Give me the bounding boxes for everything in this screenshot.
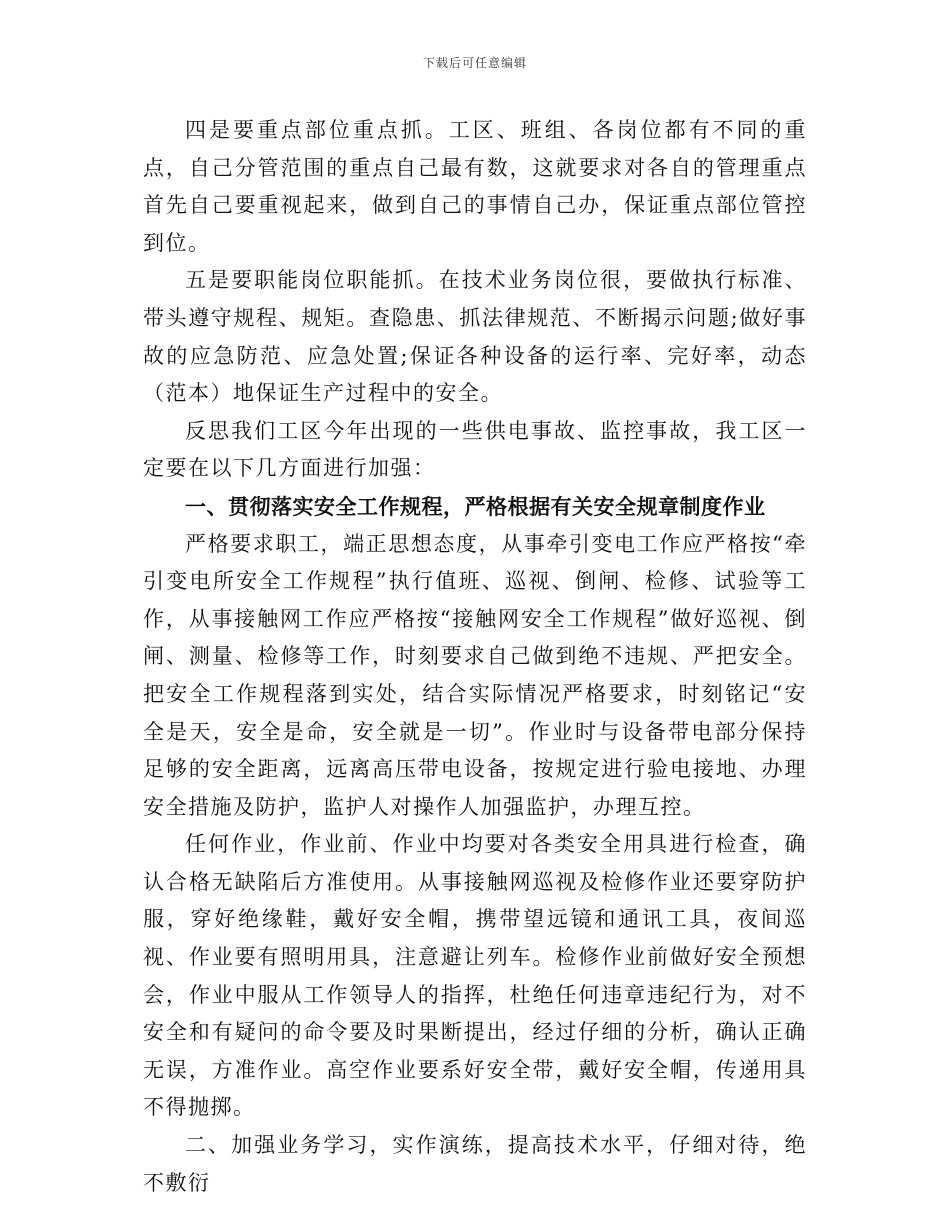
paragraph-reflection: 反思我们工区今年出现的一些供电事故、监控事故，我工区一定要在以下几方面进行加强：: [143, 418, 807, 481]
paragraph-functional-posts: 五是要职能岗位职能抓。在技术业务岗位很，要做执行标准、带头遵守规程、规矩。查隐患、抓法律规范、不断揭示问题;做好事故的应急防范、应急处置;保证各种设备的运行率、完好率，动态（范本）地保证生产过程中的安全。: [143, 268, 807, 406]
paragraph-safety-equipment: 任何作业，作业前、作业中均要对各类安全用具进行检查，确认合格无缺陷后方准使用。从事接触网巡视及检修作业还要穿防护服，穿好绝缘鞋，戴好安全帽，携带望远镜和通讯工具，夜间巡视、作业要有照明用具，注意避让列车。检修作业前做好安全预想会，作业中服从工作领导人的指挥，杜绝任何违章违纪行为，对不安全和有疑问的命令要及时果断提出，经过仔细的分析，确认正确无误，方准作业。高空作业要系好安全带，戴好安全帽，传递用具不得抛掷。: [143, 832, 807, 1120]
paragraph-key-areas: 四是要重点部位重点抓。工区、班组、各岗位都有不同的重点，自己分管范围的重点自己最有数，这就要求对各自的管理重点首先自己要重视起来，做到自己的事情自己办，保证重点部位管控到位。: [143, 118, 807, 255]
document-body: [143, 112, 807, 1202]
section-heading-1: 一、贯彻落实安全工作规程，严格根据有关安全规章制度作业: [185, 493, 766, 519]
section-heading-2: 二、加强业务学习，实作演练，提高技术水平，仔细对待，绝不敷衍: [143, 1133, 807, 1195]
page-header-note: 下载后可任意编辑: [422, 56, 527, 70]
paragraph-safety-rules: 严格要求职工，端正思想态度，从事牵引变电工作应严格按“牵引变电所安全工作规程”执行值班、巡视、倒闸、检修、试验等工作，从事接触网工作应严格按“接触网安全工作规程”做好巡视、倒闸、测量、检修等工作，时刻要求自己做到绝不违规、严把安全。把安全工作规程落到实处，结合实际情况严格要求，时刻铭记“安全是天，安全是命，安全就是一切”。作业时与设备带电部分保持足够的安全距离，远离高压带电设备，按规定进行验电接地、办理安全措施及防护，监护人对操作人加强监护，办理互控。: [143, 531, 807, 819]
